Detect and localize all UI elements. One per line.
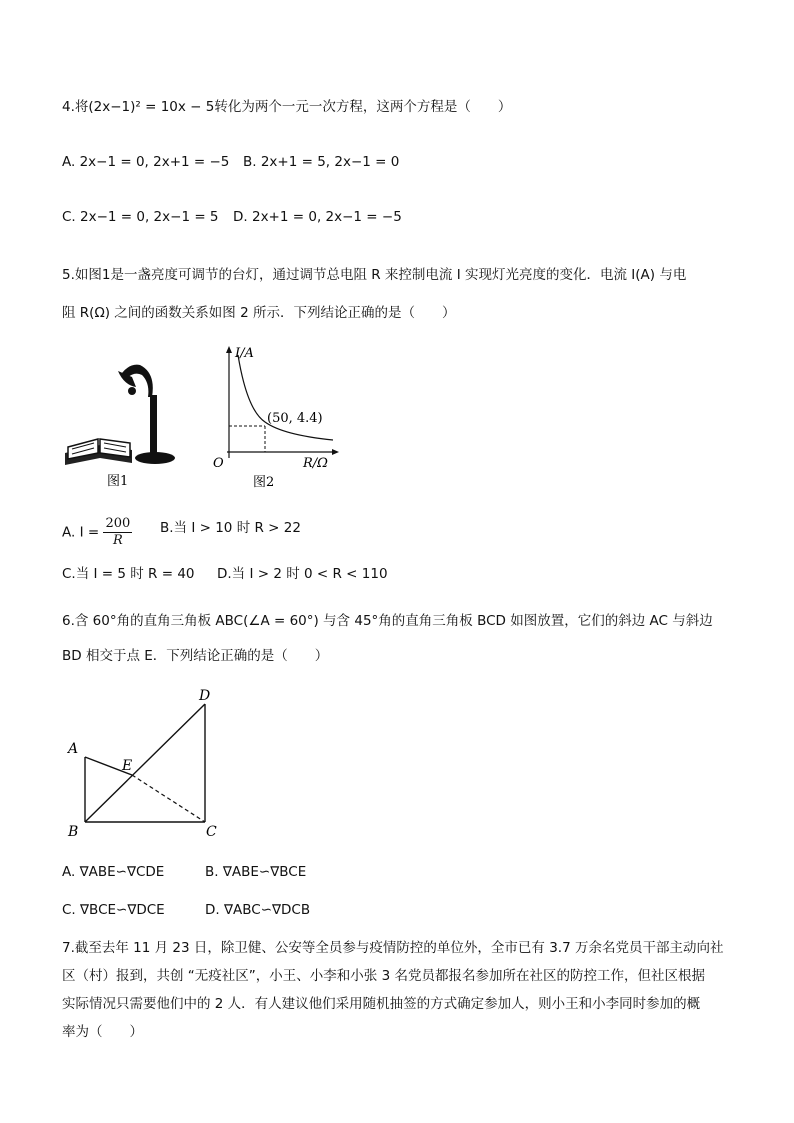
q6-option-b: B. ∇ABE∽∇BCE	[205, 864, 307, 880]
label-a: A	[68, 741, 79, 757]
q6-option-d: D. ∇ABC∽∇DCB	[205, 902, 311, 918]
q6-stem-line2: BD 相交于点 E．下列结论正确的是（ ）	[62, 648, 329, 664]
q4-stem: 4.将(2x−1)² = 10x − 5转化为两个一元一次方程，这两个方程是（ ）	[62, 99, 512, 115]
label-c: C	[206, 824, 217, 840]
label-b: B	[68, 824, 79, 840]
figure1-caption: 图1	[107, 474, 129, 489]
q7-line1: 7.截至去年 11 月 23 日，除卫健、公安等全员参与疫情防控的单位外，全市已有 3.7 万余名党员干部主动向社	[62, 940, 724, 956]
fraction-denominator: R	[112, 533, 123, 548]
q5-option-a	[62, 516, 132, 549]
origin-label: O	[213, 456, 224, 471]
figure1-lamp-illustration	[60, 355, 185, 490]
q5-stem-line2: 阻 R(Ω) 之间的函数关系如图 2 所示．下列结论正确的是（ ）	[62, 305, 456, 321]
q7-line3: 实际情况只需要他们中的 2 人．有人建议他们采用随机抽签的方式确定参加人，则小王和小李同时参加的概	[62, 996, 701, 1012]
point-label: (50, 4.4)	[267, 411, 323, 426]
q4-option-b: B. 2x+1 = 5, 2x−1 = 0	[243, 154, 400, 170]
q5-option-c: C.当 I = 5 时 R = 40	[62, 566, 195, 582]
q6-option-a: A. ∇ABE∽∇CDE	[62, 864, 165, 880]
q7-line4: 率为（ ）	[62, 1024, 143, 1040]
q5-option-a-prefix: A. I =	[62, 524, 100, 541]
q5-stem-line1: 5.如图1是一盏亮度可调节的台灯，通过调节总电阻 R 来控制电流 I 实现灯光亮度的变化．电流 I(A) 与电	[62, 267, 687, 283]
q7-line2: 区（村）报到，共创 “无疫社区”，小王、小李和小张 3 名党员都报名参加所在社区的防控工作，但社区根据	[62, 968, 705, 984]
x-axis-arrow	[332, 449, 339, 455]
q6-option-c: C. ∇BCE∽∇DCE	[62, 902, 165, 918]
y-axis-label: I/A	[235, 346, 254, 361]
q5-option-b: B.当 I > 10 时 R > 22	[160, 520, 301, 536]
label-d: D	[199, 688, 211, 704]
q4-option-d: D. 2x+1 = 0, 2x−1 = −5	[233, 209, 402, 225]
y-axis-arrow	[226, 346, 232, 353]
triangle-figure	[60, 682, 230, 842]
segment-ec-dashed	[132, 775, 205, 822]
label-e: E	[122, 758, 133, 774]
inverse-curve	[238, 355, 333, 440]
q4-option-a: A. 2x−1 = 0, 2x+1 = −5	[62, 154, 230, 170]
segment-bd	[85, 704, 205, 822]
figure2-caption: 图2	[253, 475, 275, 490]
q5-option-a-fraction	[103, 516, 132, 549]
figure2-graph	[205, 340, 345, 492]
q5-option-d: D.当 I > 2 时 0 < R < 110	[217, 566, 388, 582]
x-axis-label: R/Ω	[303, 456, 328, 471]
q6-stem-line1: 6.含 60°角的直角三角板 ABC(∠A = 60°) 与含 45°角的直角三角板 BCD 如图放置，它们的斜边 AC 与斜边	[62, 613, 713, 629]
q4-option-c: C. 2x−1 = 0, 2x−1 = 5	[62, 209, 219, 225]
fraction-numerator: 200	[105, 516, 131, 531]
